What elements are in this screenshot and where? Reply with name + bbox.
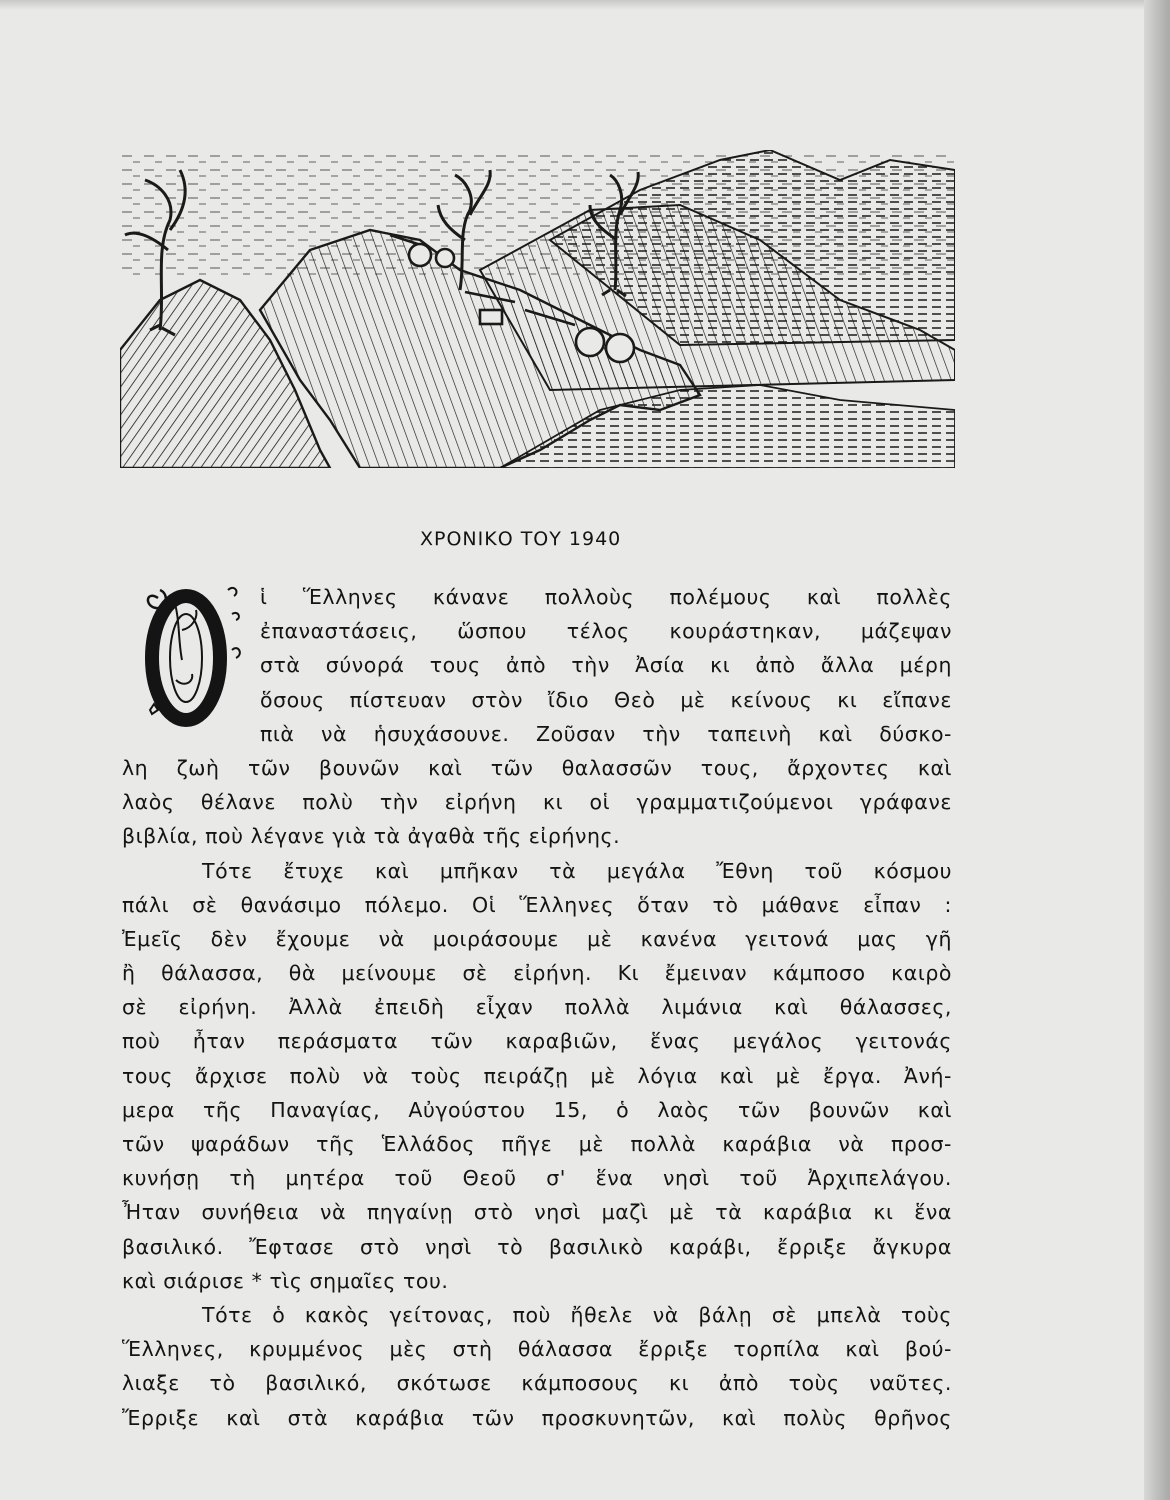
text-line: ἱ Ἕλληνες κάνανε πολλοὺς πολέμους καὶ πολλὲς xyxy=(260,585,952,609)
text-line: βιβλία, ποὺ λέγανε γιὰ τὰ ἀγαθὰ τῆς εἰρήνης. xyxy=(122,824,621,849)
scan-shadow-top xyxy=(0,0,1170,10)
text-line: στὰ σύνορά τους ἀπὸ τὴν Ἀσία κι ἀπὸ ἄλλα μέρη xyxy=(260,653,952,678)
text-line: σὲ εἰρήνη. Ἀλλὰ ἐπειδὴ εἶχαν πολλὰ λιμάνια καὶ θάλασσες, xyxy=(122,995,952,1020)
text-line: Ἐμεῖς δὲν ἔχουμε νὰ μοιράσουμε μὲ κανένα γειτονά μας γῆ xyxy=(122,926,952,951)
text-line: πάλι σὲ θανάσιμο πόλεμο. Οἱ Ἕλληνες ὅταν τὸ μάθανε εἶπαν : xyxy=(122,892,952,917)
text-line: βασιλικό. Ἔφτασε στὸ νησὶ τὸ βασιλικὸ καράβι, ἔρριξε ἄγκυρα xyxy=(122,1234,952,1259)
text-line: λη ζωὴ τῶν βουνῶν καὶ τῶν θαλασσῶν τους, ἄρχοντες καὶ xyxy=(122,755,952,780)
body-text xyxy=(122,580,952,1435)
landscape-illustration-svg xyxy=(120,150,955,468)
text-line: τους ἄρχισε πολὺ νὰ τοὺς πειράζῃ μὲ λόγια καὶ μὲ ἔργα. Ἀνή- xyxy=(122,1063,952,1088)
text-line: Ἔρριξε καὶ στὰ καράβια τῶν προσκυνητῶν, καὶ πολὺς θρῆνος xyxy=(122,1405,952,1430)
text-line: Τότε ὁ κακὸς γείτονας, ποὺ ἤθελε νὰ βάλῃ σὲ μπελὰ τοὺς xyxy=(202,1302,952,1327)
landscape-illustration xyxy=(120,150,955,468)
text-line: ἐπαναστάσεις, ὥσπου τέλος κουράστηκαν, μάζεψαν xyxy=(260,619,952,644)
text-line: μερα τῆς Παναγίας, Αὐγούστου 15, ὁ λαὸς τῶν βουνῶν καὶ xyxy=(122,1097,952,1122)
text-line: κυνήσῃ τὴ μητέρα τοῦ Θεοῦ σ' ἕνα νησὶ τοῦ Ἀρχιπελάγου. xyxy=(122,1166,952,1191)
text-line: ἢ θάλασσα, θὰ μείνουμε σὲ εἰρήνη. Κι ἔμειναν κάμποσο καιρὸ xyxy=(122,961,952,986)
text-line: πιὰ νὰ ἡσυχάσουνε. Ζοῦσαν τὴν ταπεινὴ καὶ δύσκο- xyxy=(260,721,952,746)
text-line: Τότε ἔτυχε καὶ μπῆκαν τὰ μεγάλα Ἔθνη τοῦ κόσμου xyxy=(202,858,952,883)
text-line: λιαξε τὸ βασιλικό, σκότωσε κάμποσους κι ἀπὸ τοὺς ναῦτες. xyxy=(122,1371,952,1396)
text-line: τῶν ψαράδων τῆς Ἑλλάδος πῆγε μὲ πολλὰ καράβια νὰ προσ- xyxy=(122,1132,952,1156)
text-line: Ἕλληνες, κρυμμένος μὲς στὴ θάλασσα ἔρριξε τορπίλα καὶ βού- xyxy=(122,1337,952,1362)
text-line: ὅσους πίστευαν στὸν ἴδιο Θεὸ μὲ κείνους κι εἴπανε xyxy=(260,687,952,712)
chapter-title: ΧΡΟΝΙΚΟ ΤΟΥ 1940 xyxy=(420,528,622,550)
text-line: καὶ σιάρισε * τὶς σημαῖες του. xyxy=(122,1268,449,1293)
text-line: λαὸς θέλανε πολὺ τὴν εἰρήνη κι οἱ γραμματιζούμενοι γράφανε xyxy=(122,790,952,815)
text-line: ποὺ ἦταν περάσματα τῶν καραβιῶν, ἕνας μεγάλος γειτονάς xyxy=(122,1029,952,1054)
text-line: Ἦταν συνήθεια νὰ πηγαίνῃ στὸ νησὶ μαζὶ μὲ τὰ καράβια κι ἕνα xyxy=(122,1200,952,1225)
scan-shadow-right xyxy=(1144,0,1170,1500)
